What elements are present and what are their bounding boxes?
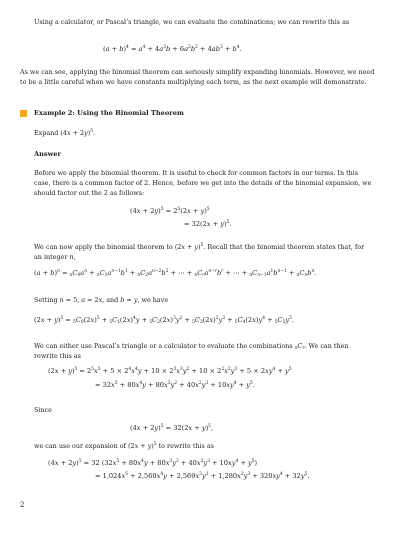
equation-factor-1: $(4x + 2y)^5 = 2^5(2x + y)^5$ bbox=[130, 207, 210, 215]
page-number: 2 bbox=[20, 501, 25, 509]
pascal-paragraph: We can either use Pascal’s triangle or a calculator to evaluate the combinations $_nC_r$. We can then rewrite this as bbox=[34, 342, 349, 360]
intro-paragraph: Using a calculator, or Pascal’s triangle, we can evaluate the combinations; we can rewrite this as bbox=[34, 18, 350, 26]
setting-line: Setting n = 5, a = 2x, and b = y, we have bbox=[34, 296, 169, 304]
example-heading-text: Example 2: Using the Binomial Theorem bbox=[34, 109, 184, 117]
example-heading bbox=[34, 109, 184, 117]
equation-final-2: = $1,024x^5 + 2,560x^4y + 2,569x^3y^2 + 1,280x^2y^3 + 320xy^4 + 32y^5$. bbox=[95, 472, 310, 480]
heading-marker-icon bbox=[20, 110, 27, 117]
equation-rewrite-2: = $32x^5 + 80x^4y + 80x^3y^2 + 40x^2y^3 + 10xy^4 + y^5$. bbox=[95, 381, 255, 389]
equation-binomial-theorem: $(a + b)^n = _nC_0a^n + _nC_1a^{n-1}b^1 + _nC_2a^{n-2}b^2$ + ⋯ + $_nC_ra^{n-r}b^r$ + ⋯ + $_nC_{n-1}a^1b^{n-1} + _nC_nb^n$. bbox=[34, 269, 317, 278]
simplify-paragraph: As we can see, applying the binomial theorem can seriously simplify expanding binomials. However, we need to be a little careful when we have constants multiplying each term, as the next example will demonstrate. bbox=[20, 68, 375, 86]
expand-prompt: Expand $(4x + 2y)^5$. bbox=[34, 129, 96, 137]
use-expansion-paragraph: we can use our expansion of $(2x + y)^5$ to rewrite this as bbox=[34, 442, 214, 450]
answer-label: Answer bbox=[34, 150, 61, 158]
equation-since: $(4x + 2y)^5 = 32(2x + y)^5$, bbox=[130, 424, 214, 432]
apply-paragraph: We can now apply the binomial theorem to $(2x + y)^5$. Recall that the binomial theorem states that, for an integer n, bbox=[34, 243, 365, 261]
equation-expansion-4: $(a + b)^4 = a^4 + 4a^3b + 6a^2b^2 + 4ab^3 + b^4$. bbox=[103, 45, 242, 53]
equation-final-1: $(4x + 2y)^5 = 32$ $(32x^5 + 80x^4y + 80x^3y^2 + 40x^2y^3 + 10xy^4 + y^5)$ bbox=[48, 459, 258, 467]
factor-paragraph: Before we apply the binomial theorem. It is useful to check for common factors in our terms. In this case, there is a common factor of 2. Hence, before we get into the details of the binomial expansion, we should factor out the 2 as follows: bbox=[34, 169, 372, 197]
equation-factor-2: = $32(2x + y)^5$. bbox=[184, 220, 232, 228]
since-label: Since bbox=[34, 406, 52, 414]
equation-rewrite-1: $(2x + y)^5 = 2^5x^5 + 5 \times 2^4x^4y + 10 \times 2^3x^3y^2 + 10 \times 2^2x^2y^3 + 5 \times 2xy^4 + y^5$ bbox=[48, 367, 292, 375]
equation-expansion-combinations: $(2x + y)^5 = _5C_0(2x)^5 + _5C_1(2x)^4y + _5C_2(2x)^3y^2 + _5C_3(2x)^2y^3 + _5C_4(2x)y^4 + _5C_5y^5$. bbox=[34, 316, 295, 325]
